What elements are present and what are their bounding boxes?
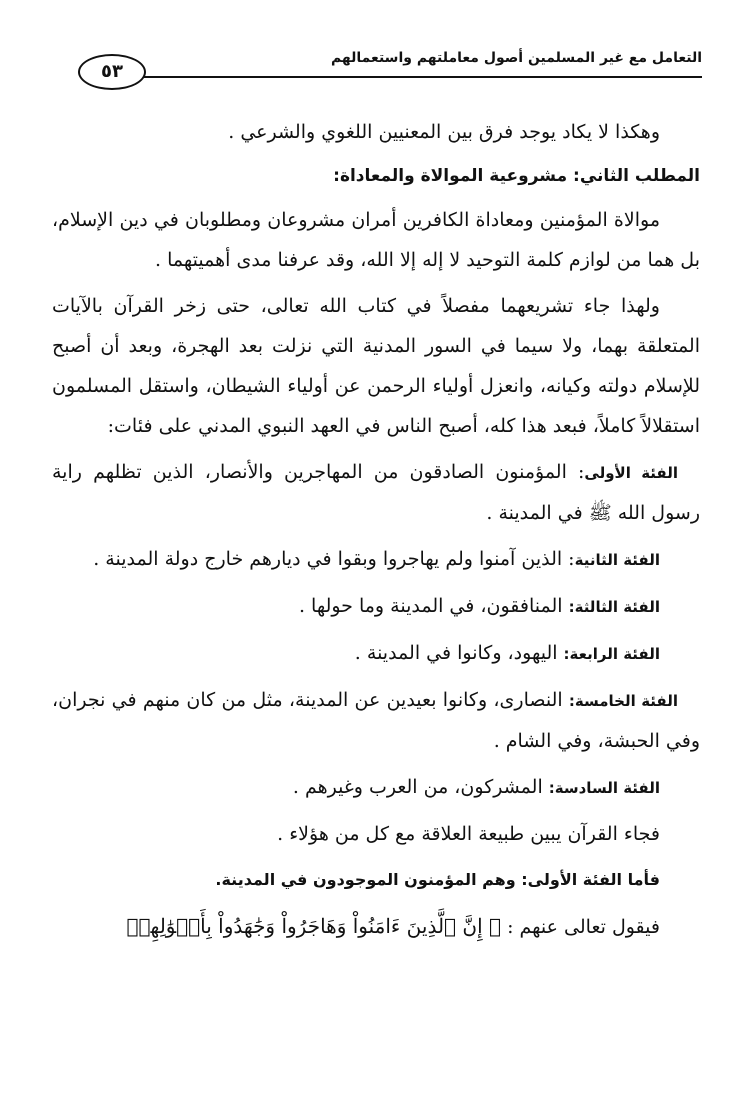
group-1 xyxy=(52,452,700,533)
group-5-label: الفئة الخامسة: xyxy=(568,692,678,710)
group-6-text: المشركون، من العرب وغيرهم . xyxy=(292,776,549,798)
group-5-text: النصارى، وكانوا بعيدين عن المدينة، مثل من كان منهم في نجران، وفي الحبشة، وفي الشام . xyxy=(52,689,700,752)
group-3-label: الفئة الثالثة: xyxy=(568,598,660,616)
running-title: التعامل مع غير المسلمين أصول معاملتهم واستعمالهم xyxy=(330,50,702,66)
paragraph-4: فجاء القرآن يبين طبيعة العلاقة مع كل من هؤلاء . xyxy=(277,823,660,845)
page-number: ٥٣ xyxy=(78,54,146,90)
page-body xyxy=(52,112,700,953)
page-header xyxy=(78,44,702,104)
group-6 xyxy=(52,767,700,808)
group-2-text: : الذين آمنوا ولم يهاجروا وبقوا في ديارهم خارج دولة المدينة . xyxy=(93,548,575,570)
quran-verse: ﴿ إِنَّ ٱلَّذِينَ ءَامَنُواْ وَهَاجَرُواْ وَجَٰهَدُواْ بِأَمۡوَٰلِهِمۡ xyxy=(126,914,502,938)
group-6-label: الفئة السادسة: xyxy=(548,779,660,797)
paragraph-2: موالاة المؤمنين ومعاداة الكافرين أمران مشروعان ومطلوبان في دين الإسلام، بل هما من لوازم كلمة التوحيد لا إله إلا الله، وقد عرفنا مدى أهميتهما . xyxy=(52,209,700,271)
group-2 xyxy=(52,539,700,580)
group-3 xyxy=(52,586,700,627)
group-5 xyxy=(52,680,700,761)
paragraph-6-lead: فيقول تعالى عنهم : xyxy=(507,916,660,938)
group-1-label: الفئة الأولى xyxy=(584,464,678,482)
group-1-text: : المؤمنون الصادقون من المهاجرين والأنصار، الذين تظلهم راية رسول الله ﷺ في المدينة . xyxy=(52,461,700,524)
paragraph-3: ولهذا جاء تشريعهما مفصلاً في كتاب الله تعالى، حتى زخر القرآن بالآيات المتعلقة بهما، ولا سيما في السور المدنية التي نزلت بعد الهجرة، وبعد أن أصبح للإسلام دولته وكيانه، وانعزل أولياء الرحمن عن أولياء الشيطان، واستقل المسلمون استقلالاً كاملاً، فبعد هذا كله، أصبح الناس في العهد النبوي المدني على فئات: xyxy=(52,295,700,437)
section-heading: المطلب الثاني: مشروعية الموالاة والمعاداة: xyxy=(333,166,700,186)
group-4-label: الفئة الرابعة: xyxy=(563,645,660,663)
group-4-text: اليهود، وكانوا في المدينة . xyxy=(354,642,564,664)
group-2-label: الفئة الثانية xyxy=(574,551,660,569)
paragraph-6 xyxy=(52,906,700,947)
paragraph-1: وهكذا لا يكاد يوجد فرق بين المعنيين اللغوي والشرعي . xyxy=(228,121,660,143)
group-3-text: المنافقون، في المدينة وما حولها . xyxy=(298,595,569,617)
group-4 xyxy=(52,633,700,674)
header-rule xyxy=(142,76,702,78)
paragraph-5: فأما الفئة الأولى: وهم المؤمنون الموجودون في المدينة. xyxy=(215,870,660,889)
